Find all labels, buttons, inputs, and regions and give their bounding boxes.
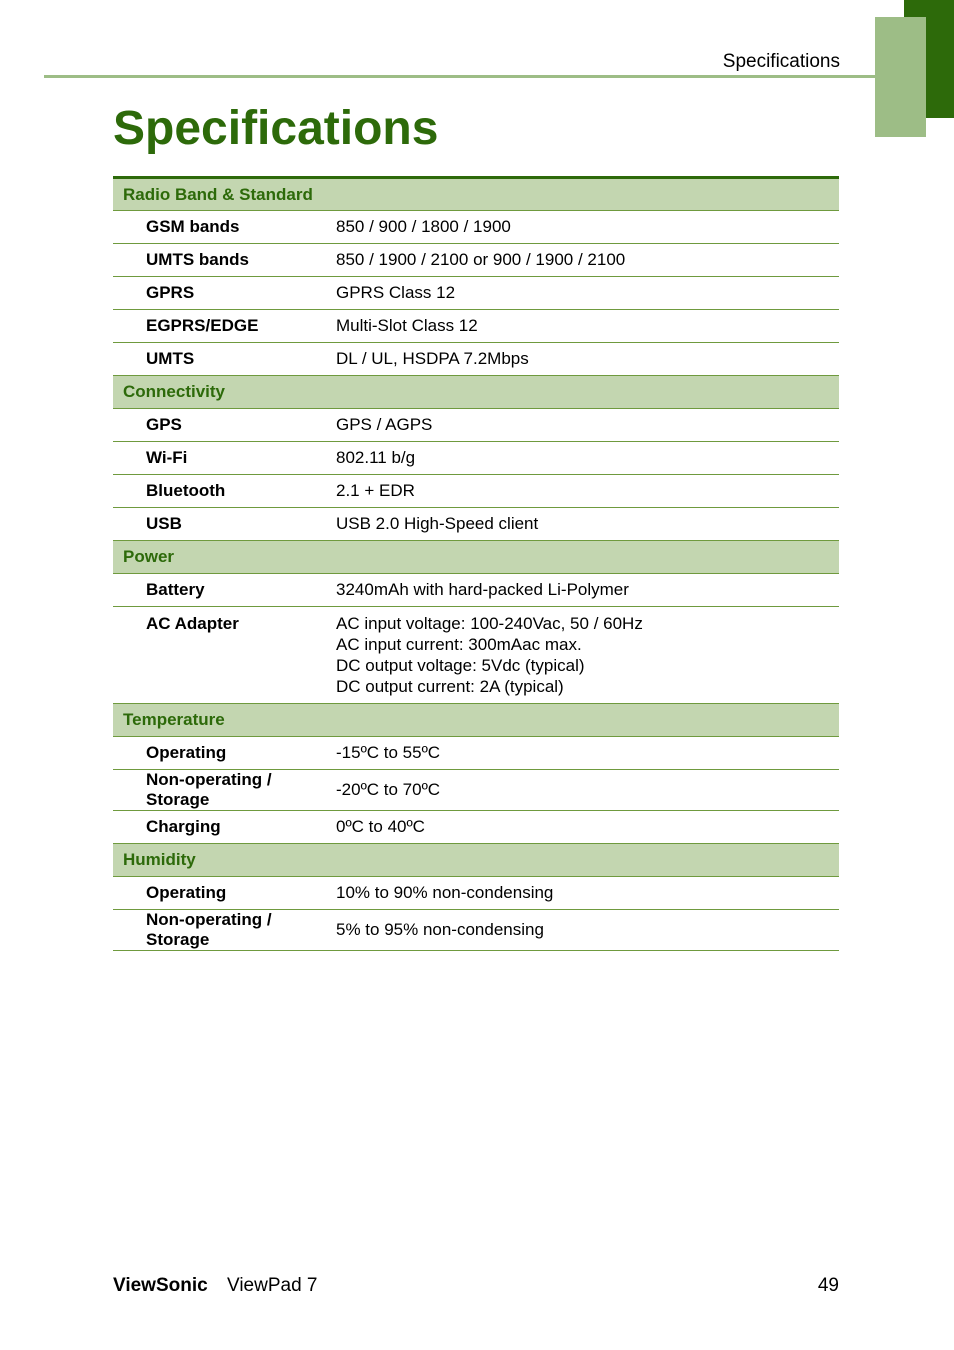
spec-label: USB bbox=[113, 508, 336, 541]
spec-value bbox=[336, 910, 839, 951]
spec-label: Operating bbox=[113, 737, 336, 770]
page-number: 49 bbox=[817, 1275, 839, 1296]
spec-row bbox=[113, 211, 839, 244]
spec-value bbox=[336, 475, 839, 508]
section-heading: Temperature bbox=[113, 704, 839, 737]
spec-label: Charging bbox=[113, 811, 336, 844]
spec-row bbox=[113, 343, 839, 376]
spec-row bbox=[113, 910, 839, 951]
section-header-row bbox=[113, 541, 839, 574]
section-header-row bbox=[113, 178, 839, 211]
section-header-row bbox=[113, 844, 839, 877]
spec-value-line: AC input current: 300mAac max. bbox=[336, 635, 582, 654]
corner-tab-light bbox=[875, 17, 926, 137]
spec-row bbox=[113, 737, 839, 770]
footer-model: ViewPad 7 bbox=[227, 1275, 318, 1296]
spec-value-line: GPRS Class 12 bbox=[336, 283, 456, 302]
spec-row bbox=[113, 607, 839, 704]
spec-value-line: 5% to 95% non-condensing bbox=[336, 920, 544, 939]
spec-value bbox=[336, 574, 839, 607]
header-rule bbox=[44, 75, 875, 78]
spec-value-line: DL / UL, HSDPA 7.2Mbps bbox=[336, 349, 529, 368]
spec-label: UMTS bands bbox=[113, 244, 336, 277]
spec-value bbox=[336, 244, 839, 277]
section-header-row bbox=[113, 376, 839, 409]
spec-row bbox=[113, 770, 839, 811]
spec-value-line: 850 / 1900 / 2100 or 900 / 1900 / 2100 bbox=[336, 250, 626, 269]
section-heading: Humidity bbox=[113, 844, 839, 877]
spec-value bbox=[336, 607, 839, 704]
spec-row bbox=[113, 310, 839, 343]
spec-row bbox=[113, 409, 839, 442]
spec-value-line: 802.11 b/g bbox=[336, 448, 416, 467]
section-heading: Power bbox=[113, 541, 839, 574]
spec-row bbox=[113, 277, 839, 310]
spec-value-line: 10% to 90% non-condensing bbox=[336, 883, 554, 902]
spec-value-line: -20ºC to 70ºC bbox=[336, 780, 441, 799]
footer-brand: ViewSonic bbox=[113, 1275, 208, 1296]
spec-value bbox=[336, 508, 839, 541]
section-header-row bbox=[113, 704, 839, 737]
spec-value bbox=[336, 811, 839, 844]
spec-row bbox=[113, 811, 839, 844]
spec-row bbox=[113, 508, 839, 541]
spec-value-line: GPS / AGPS bbox=[336, 415, 433, 434]
spec-value bbox=[336, 770, 839, 811]
spec-value-line: DC output current: 2A (typical) bbox=[336, 677, 564, 696]
spec-label: Operating bbox=[113, 877, 336, 910]
spec-value bbox=[336, 877, 839, 910]
spec-row bbox=[113, 574, 839, 607]
spec-row bbox=[113, 475, 839, 508]
spec-value-line: 0ºC to 40ºC bbox=[336, 817, 425, 836]
spec-label: UMTS bbox=[113, 343, 336, 376]
spec-value bbox=[336, 409, 839, 442]
spec-row bbox=[113, 442, 839, 475]
section-heading: Radio Band & Standard bbox=[113, 178, 839, 211]
spec-value bbox=[336, 737, 839, 770]
spec-value-line: 2.1 + EDR bbox=[336, 481, 415, 500]
spec-label: GSM bands bbox=[113, 211, 336, 244]
spec-value bbox=[336, 277, 839, 310]
spec-label: GPS bbox=[113, 409, 336, 442]
spec-value bbox=[336, 211, 839, 244]
spec-label: Non-operating / Storage bbox=[113, 770, 336, 811]
spec-label: Non-operating / Storage bbox=[113, 910, 336, 951]
spec-value-line: 3240mAh with hard-packed Li-Polymer bbox=[336, 580, 629, 599]
spec-value bbox=[336, 442, 839, 475]
spec-label: Bluetooth bbox=[113, 475, 336, 508]
spec-label: Wi-Fi bbox=[113, 442, 336, 475]
spec-label: Battery bbox=[113, 574, 336, 607]
section-heading: Connectivity bbox=[113, 376, 839, 409]
spec-value bbox=[336, 343, 839, 376]
page-title: Specifications bbox=[113, 102, 439, 155]
spec-table bbox=[113, 176, 839, 951]
spec-value-line: -15ºC to 55ºC bbox=[336, 743, 441, 762]
spec-row bbox=[113, 877, 839, 910]
spec-value-line: AC input voltage: 100-240Vac, 50 / 60Hz bbox=[336, 614, 643, 633]
spec-value bbox=[336, 310, 839, 343]
spec-label: EGPRS/EDGE bbox=[113, 310, 336, 343]
running-head: Specifications bbox=[722, 51, 840, 72]
spec-value-line: 850 / 900 / 1800 / 1900 bbox=[336, 217, 511, 236]
spec-value-line: DC output voltage: 5Vdc (typical) bbox=[336, 656, 585, 675]
spec-value-line: USB 2.0 High-Speed client bbox=[336, 514, 539, 533]
spec-table-body bbox=[113, 178, 839, 951]
spec-value-line: Multi-Slot Class 12 bbox=[336, 316, 478, 335]
spec-label: AC Adapter bbox=[113, 607, 336, 704]
spec-label: GPRS bbox=[113, 277, 336, 310]
spec-row bbox=[113, 244, 839, 277]
